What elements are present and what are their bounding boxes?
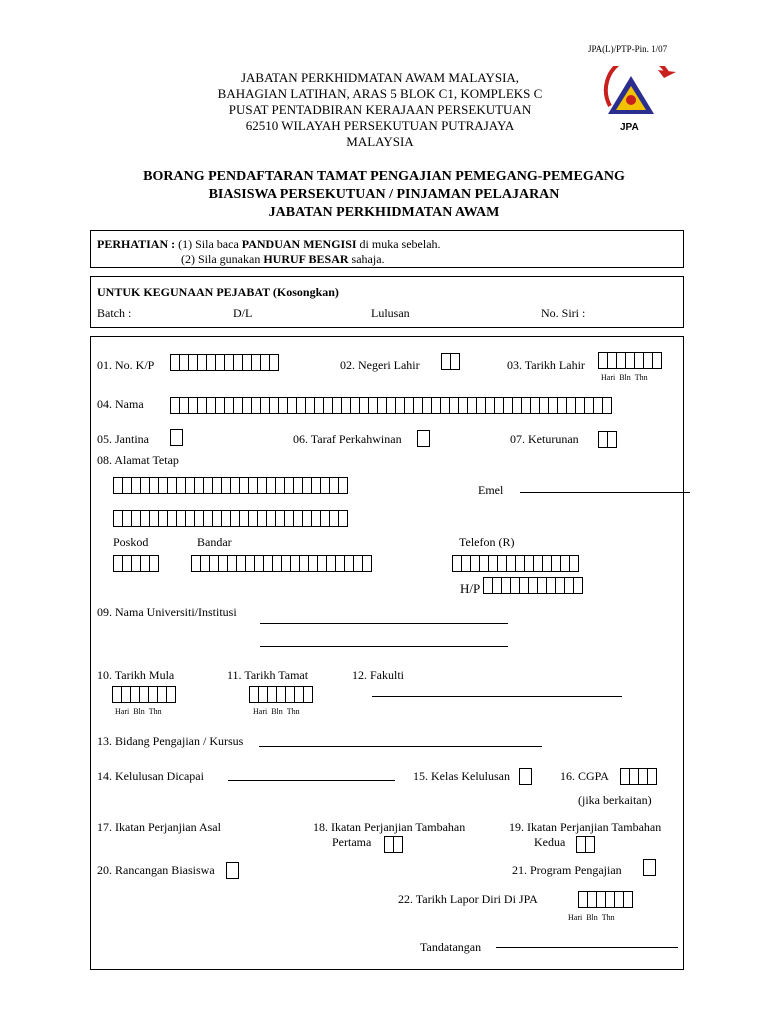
char-box[interactable] <box>573 577 583 594</box>
char-box[interactable] <box>166 686 176 703</box>
cgpa-boxes[interactable] <box>620 768 656 785</box>
keturunan-boxes[interactable] <box>598 431 616 448</box>
rancangan-box[interactable] <box>226 862 238 879</box>
hp-label: H/P <box>460 581 481 596</box>
dl-label: D/L <box>233 306 253 320</box>
char-box[interactable] <box>269 354 279 371</box>
jantina-label: 05. Jantina <box>97 432 149 446</box>
date-legend: Hari Bln Thn <box>601 373 648 382</box>
char-box[interactable] <box>623 891 633 908</box>
alamat-label: 08. Alamat Tetap <box>97 453 179 467</box>
title-line: BIASISWA PERSEKUTUAN / PINJAMAN PELAJARAN <box>208 187 560 202</box>
address-line: JABATAN PERKHIDMATAN AWAM MALAYSIA, <box>240 70 520 85</box>
kelulusan-line[interactable] <box>228 780 395 781</box>
date-legend: Hari Bln Thn <box>568 913 615 922</box>
tarikh-mula-label: 10. Tarikh Mula <box>97 668 175 682</box>
form-reference: JPA(L)/PTP-Pin. 1/07 <box>588 44 668 54</box>
char-box[interactable] <box>647 768 657 785</box>
logo-text: JPA <box>620 122 639 133</box>
taraf-perkahwinan-label: 06. Taraf Perkahwinan <box>293 432 402 446</box>
universiti-line-1[interactable] <box>260 623 508 624</box>
rancangan-label: 20. Rancangan Biasiswa <box>97 863 215 877</box>
telefon-boxes[interactable] <box>452 555 578 572</box>
nama-boxes[interactable] <box>170 397 611 414</box>
char-box[interactable] <box>652 352 662 369</box>
char-box[interactable] <box>338 510 348 527</box>
char-box[interactable] <box>170 429 183 446</box>
program-label: 21. Program Pengajian <box>512 863 622 877</box>
kelas-box[interactable] <box>519 768 531 785</box>
address-line: BAHAGIAN LATIHAN, ARAS 5 BLOK C1, KOMPLEKS C <box>217 86 543 101</box>
char-box[interactable] <box>602 397 612 414</box>
char-box[interactable] <box>362 555 372 572</box>
date-legend: Hari Bln Thn <box>115 707 162 716</box>
cgpa-label: 16. CGPA <box>560 769 609 783</box>
universiti-label: 09. Nama Universiti/Institusi <box>97 605 237 619</box>
agency-address <box>180 70 580 150</box>
date-legend: Hari Bln Thn <box>253 707 300 716</box>
negeri-lahir-boxes[interactable] <box>441 353 459 370</box>
poskod-boxes[interactable] <box>113 555 158 572</box>
char-box[interactable] <box>569 555 579 572</box>
tarikh-tamat-label: 11. Tarikh Tamat <box>227 668 309 682</box>
jpa-logo <box>598 66 678 136</box>
no-siri-label: No. Siri : <box>541 306 586 320</box>
taraf-perkahwinan-box[interactable] <box>417 430 429 447</box>
char-box[interactable] <box>417 430 430 447</box>
notice-label: PERHATIAN : <box>97 237 176 251</box>
tarikh-tamat-boxes[interactable] <box>249 686 312 703</box>
tandatangan-label: Tandatangan <box>420 940 482 954</box>
address-line: PUSAT PENTADBIRAN KERAJAAN PERSEKUTUAN <box>228 102 532 117</box>
title-line: JABATAN PERKHIDMATAN AWAM <box>268 205 500 220</box>
negeri-lahir-label: 02. Negeri Lahir <box>340 358 420 372</box>
tarikh-lahir-label: 03. Tarikh Lahir <box>507 358 585 372</box>
char-box[interactable] <box>226 862 239 879</box>
char-box[interactable] <box>393 836 403 853</box>
emel-label: Emel <box>478 483 504 497</box>
program-box[interactable] <box>643 859 655 876</box>
batch-label: Batch : <box>97 306 132 320</box>
ikatan-tambahan-2-sub: Kedua <box>534 835 566 849</box>
notice-line-1: PERHATIAN : (1) Sila baca PANDUAN MENGISI di muka sebelah. <box>97 237 441 251</box>
ikatan-tambahan-1-sub: Pertama <box>332 835 372 849</box>
kelas-label: 15. Kelas Kelulusan <box>413 769 510 783</box>
tarikh-lapor-boxes[interactable] <box>578 891 632 908</box>
tarikh-lapor-label: 22. Tarikh Lapor Diri Di JPA <box>398 892 538 906</box>
office-use-box <box>90 276 684 328</box>
kelulusan-label: 14. Kelulusan Dicapai <box>97 769 204 783</box>
ikatan-asal-label: 17. Ikatan Perjanjian Asal <box>97 820 221 834</box>
keturunan-label: 07. Keturunan <box>510 432 579 446</box>
no-kp-label: 01. No. K/P <box>97 358 155 372</box>
ikatan-tambahan-2-label: 19. Ikatan Perjanjian Tambahan <box>509 820 662 834</box>
address-line: MALAYSIA <box>346 134 414 149</box>
notice-box <box>90 230 684 268</box>
char-box[interactable] <box>303 686 313 703</box>
bidang-label: 13. Bidang Pengajian / Kursus <box>97 734 244 748</box>
bandar-label: Bandar <box>197 535 232 549</box>
tarikh-mula-boxes[interactable] <box>112 686 175 703</box>
no-kp-boxes[interactable] <box>170 354 278 371</box>
lulusan-label: Lulusan <box>371 306 410 320</box>
notice-line-2: (2) Sila gunakan HURUF BESAR sahaja. <box>181 252 385 266</box>
ikatan-tambahan-1-boxes[interactable] <box>384 836 402 853</box>
char-box[interactable] <box>519 768 532 785</box>
ikatan-tambahan-1-label: 18. Ikatan Perjanjian Tambahan <box>313 820 466 834</box>
bandar-boxes[interactable] <box>191 555 371 572</box>
jantina-box[interactable] <box>170 429 182 446</box>
fakulti-line[interactable] <box>372 696 622 697</box>
ikatan-tambahan-2-boxes[interactable] <box>576 836 594 853</box>
alamat-boxes-1[interactable] <box>113 477 347 494</box>
nama-label: 04. Nama <box>97 397 144 411</box>
jika-berkaitan: (jika berkaitan) <box>578 793 652 807</box>
office-use-title: UNTUK KEGUNAAN PEJABAT (Kosongkan) <box>97 285 339 299</box>
poskod-label: Poskod <box>113 535 149 549</box>
char-box[interactable] <box>338 477 348 494</box>
telefon-label: Telefon (R) <box>459 535 515 549</box>
universiti-line-2[interactable] <box>260 646 508 647</box>
tarikh-lahir-boxes[interactable] <box>598 352 661 369</box>
form-title <box>84 168 684 222</box>
title-line: BORANG PENDAFTARAN TAMAT PENGAJIAN PEMEGANG-PEMEGANG <box>143 169 625 184</box>
char-box[interactable] <box>149 555 159 572</box>
char-box[interactable] <box>643 859 656 876</box>
char-box[interactable] <box>585 836 595 853</box>
fakulti-label: 12. Fakulti <box>352 668 405 682</box>
address-line: 62510 WILAYAH PERSEKUTUAN PUTRAJAYA <box>245 118 515 133</box>
char-box[interactable] <box>607 431 617 448</box>
signature-line[interactable] <box>496 947 678 948</box>
bidang-line[interactable] <box>259 746 542 747</box>
emel-line[interactable] <box>520 492 690 493</box>
alamat-boxes-2[interactable] <box>113 510 347 527</box>
char-box[interactable] <box>450 353 460 370</box>
hp-boxes[interactable] <box>483 577 582 594</box>
